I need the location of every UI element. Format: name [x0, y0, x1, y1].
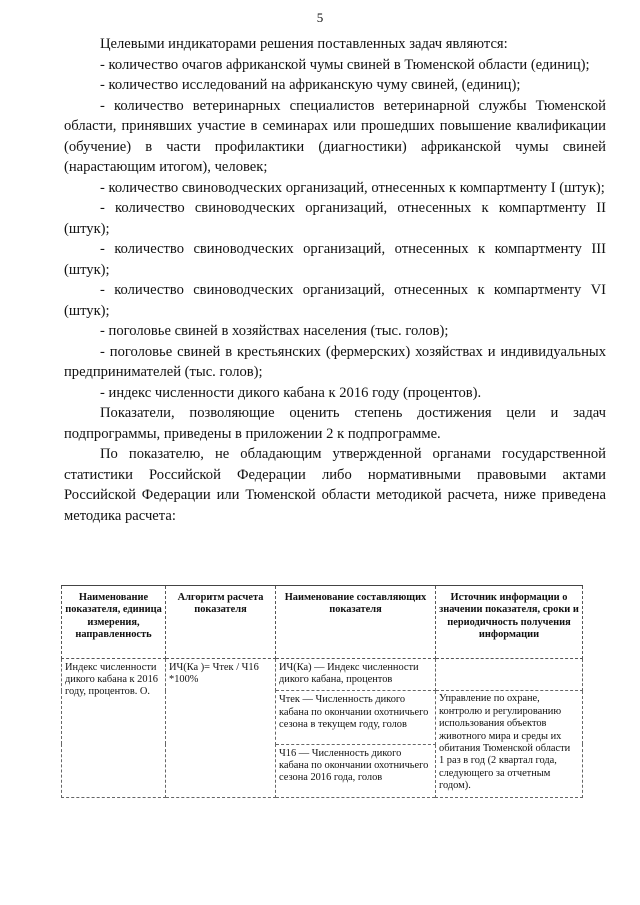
indicator-item: - количество свиноводческих организаций, отнесенных к компартменту I (штук);: [100, 179, 605, 196]
indicator-item: - поголовье свиней в хозяйствах населения (тыс. голов);: [100, 323, 449, 339]
component-cell: Ч16 — Численность дикого кабана по окончании охотничьего сезона 2016 года, голов: [276, 744, 436, 797]
header-indicator-name: Наименование показателя, единица измерения, направленность: [62, 586, 166, 659]
component-cell: ИЧ(Ка) — Индекс численности дикого кабана, процентов: [276, 658, 436, 691]
indicator-item: - количество ветеринарных специалистов ветеринарной службы Тюменской области, принявших участие в семинарах или прошедших повышение квалификации (обучение) в части профилактики (диагностики) африканской чумы свиней (нарастающим итогом), человек;: [64, 97, 606, 175]
methodology-table: [61, 585, 583, 798]
indicator-item: - количество свиноводческих организаций, отнесенных к компартменту III (штук);: [64, 241, 606, 278]
source-text: Управление по охране, контролю и регулированию использования объектов животного мира и среды их обитания Тюменской области: [439, 693, 571, 755]
indicators-reference-paragraph: Показатели, позволяющие оценить степень достижения цели и задач подпрограммы, приведены в приложении 2 к подпрограмме.: [64, 405, 606, 442]
source-cell: [436, 691, 583, 797]
indicator-item: - индекс численности дикого кабана к 2016 году (процентов).: [100, 384, 482, 401]
component-cell: Чтек — Численность дикого кабана по окончании охотничьего сезона в текущем году, голов: [276, 691, 436, 744]
indicator-item: - количество исследований на африканскую чуму свиней, (единиц);: [100, 77, 521, 93]
header-source: Источник информации о значении показателя, сроки и периодичность получения информации: [436, 586, 583, 659]
indicator-item: - количество свиноводческих организаций, отнесенных к компартменту II (штук);: [64, 200, 606, 237]
header-components: Наименование составляющих показателя: [276, 586, 436, 659]
methodology-paragraph: По показателю, не обладающим утвержденной органами государственной статистики Российской Федерации либо нормативными правовыми актами Российской Федерации или Тюменской области методикой расчета, ниже приведена методика расчета:: [64, 446, 606, 524]
page-number: 5: [316, 10, 324, 25]
source-empty-cell: [436, 658, 583, 691]
frequency-text: 1 раз в год (2 квартал года, следующего за отчетным годом).: [439, 755, 557, 792]
table-row: [62, 658, 583, 691]
indicator-item: - поголовье свиней в крестьянских (фермерских) хозяйствах и индивидуальных предпринимателей (тыс. голов);: [64, 343, 606, 380]
indicator-item: - количество очагов африканской чумы свиней в Тюменской области (единиц);: [100, 56, 590, 73]
indicator-item: - количество свиноводческих организаций, отнесенных к компартменту VI (штук);: [64, 282, 606, 319]
algorithm-cell: ИЧ(Ка )= Чтек / Ч16 *100%: [166, 658, 276, 797]
header-algorithm: Алгоритм расчета показателя: [166, 586, 276, 659]
indicator-cell: Индекс численности дикого кабана к 2016 году, процентов. О.: [62, 658, 166, 797]
table-header-row: [62, 586, 583, 659]
body-text: [64, 34, 606, 526]
intro-paragraph: Целевыми индикаторами решения поставленных задач являются:: [100, 36, 508, 52]
